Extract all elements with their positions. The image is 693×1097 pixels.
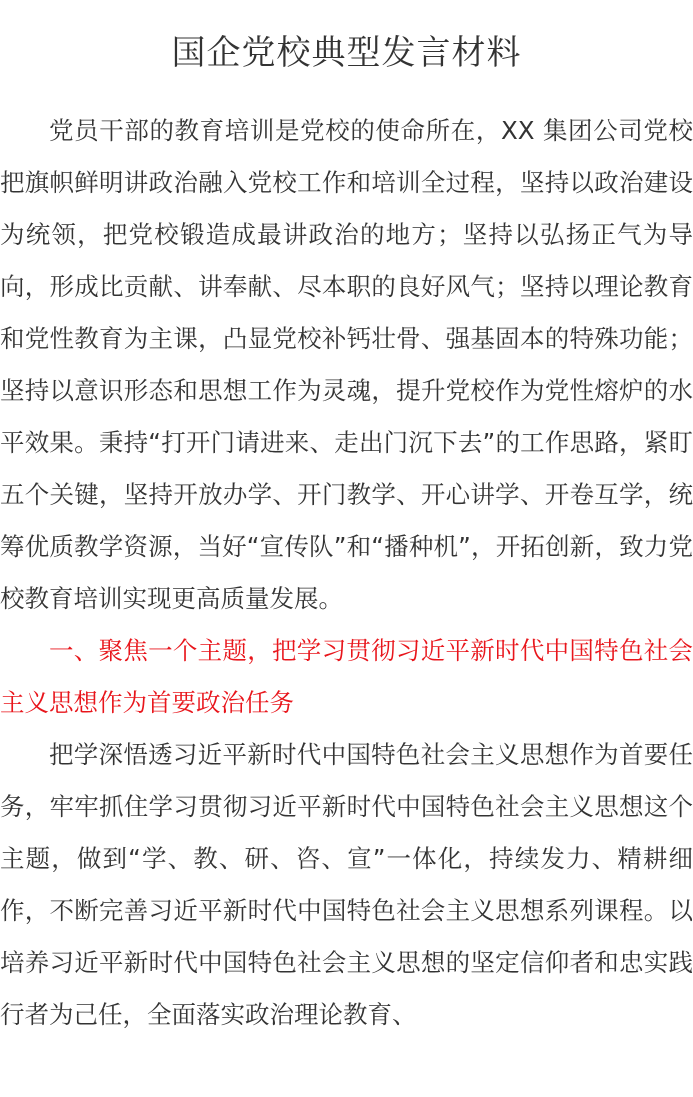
section-1-paragraph: 把学深悟透习近平新时代中国特色社会主义思想作为首要任务，牢牢抓住学习贯彻习近平新时代中国特色社会主义思想这个主题，做到“学、教、研、咨、宣”一体化，持续发力、精耕细作，不断完善习近平新时代中国特色社会主义思想系列课程。以培养习近平新时代中国特色社会主义思想的坚定信仰者和忠实践行者为己任，全面落实政治理论教育、 bbox=[0, 740, 693, 1029]
intro-paragraph: 党员干部的教育培训是党校的使命所在，XX 集团公司党校把旗帜鲜明讲政治融入党校工作和培训全过程，坚持以政治建设为统领，把党校锻造成最讲政治的地方；坚持以弘扬正气为导向，形成比贡献、讲奉献、尽本职的良好风气；坚持以理论教育和党性教育为主课，凸显党校补钙壮骨、强基固本的特殊功能；坚持以意识形态和思想工作为灵魂，提升党校作为党性熔炉的水平效果。秉持“打开门请进来、走出门沉下去”的工作思路，紧盯五个关键，坚持开放办学、开门教学、开心讲学、开卷互学，统筹优质教学资源，当好“宣传队”和“播种机”，开拓创新，致力党校教育培训实现更高质量发展。 bbox=[0, 116, 693, 613]
document-body bbox=[0, 105, 693, 1041]
section-heading-1: 一、聚焦一个主题，把学习贯彻习近平新时代中国特色社会主义思想作为首要政治任务 bbox=[0, 636, 693, 717]
document-title: 国企党校典型发言材料 bbox=[171, 33, 522, 73]
